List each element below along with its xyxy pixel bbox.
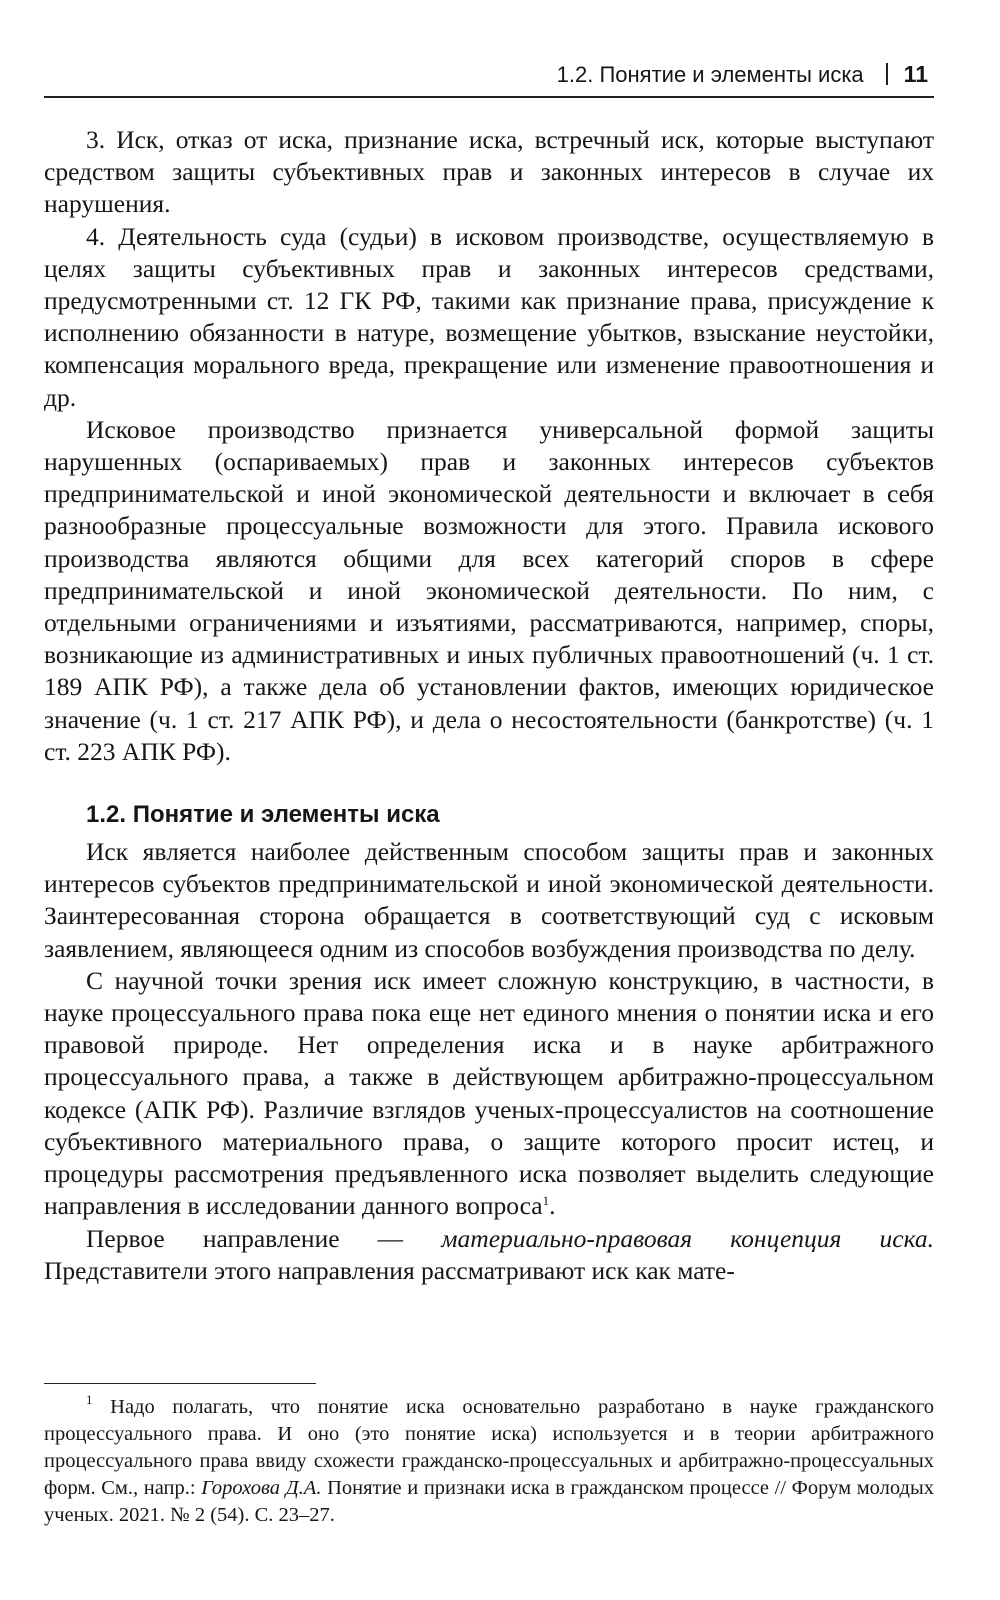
first-direction-rest: Представители этого направления рассматривают иск как мате- (44, 1255, 735, 1285)
paragraph-first-direction (44, 1223, 934, 1287)
footnotes (44, 1394, 934, 1529)
body-text (44, 124, 934, 1287)
running-title: 1.2. Понятие и элементы иска (556, 62, 864, 87)
footnote-author: Горохова Д.А. (201, 1477, 322, 1499)
paragraph-claim-effective: Иск является наиболее действенным способом защиты прав и законных интересов субъектов предпринимательской и иной экономической деятельности. Заинтересованная сторона обращается в соответствующий суд с исковым заявлением, являющееся одним из способов возбуждения производства по делу. (44, 837, 934, 963)
paragraph-scientific-view-text: С научной точки зрения иск имеет сложную конструкцию, в частности, в науке процессуального права пока еще нет единого мнения о понятии иска и его правовой природе. Нет определения иска и в науке арбитражного процессуального права, а также в действующем арбитражно-процессуальном кодексе (АПК РФ). Различие взглядов ученых-процессуалистов на соотношение субъективного материального права, о защите которого просит истец, и процедуры рассмотрения предъявленного иска позволяет выделить следующие направления в исследовании данного вопроса (44, 965, 934, 1221)
section-heading: 1.2. Понятие и элементы иска (86, 801, 440, 829)
paragraph-claim-proceedings: Исковое производство признается универсальной формой защиты нарушенных (оспариваемых) прав и законных интересов субъектов предпринимательской и иной экономической деятельности и включает в себя разнообразные процессуальные возможности для этого. Правила искового производства являются общими для всех категорий споров в сфере предпринимательской и иной экономической деятельности. По ним, с отдельными ограничениями и изъятиями, рассматриваются, например, споры, возникающие из административных и иных публичных правоотношений (ч. 1 ст. 189 АПК РФ), а также дела об установлении фактов, имеющих юридическое значение (ч. 1 ст. 217 АПК РФ), и дела о несостоятельности (банкротстве) (ч. 1 ст. 223 АПК РФ). (44, 414, 934, 766)
paragraph-scientific-view: С научной точки зрения иск имеет сложную конструкцию, в частности, в науке процессуального права пока еще нет единого мнения о понятии иска и его правовой природе. Нет определения иска и в науке арбитражного процессуального права, а также в действующем арбитражно-процессуальном кодексе (АПК РФ). Различие взглядов ученых-процессуалистов на соотношение субъективного материального права, о защите которого просит истец, и процедуры рассмотрения предъявленного иска позволяет выделить следующие направления в исследовании данного вопроса$^1$. (44, 965, 934, 1221)
footnote-divider (44, 1383, 316, 1384)
footnote-text-before: Надо полагать, что понятие иска основательно разработано в науке гражданского процессуального права. И оно (это понятие иска) используется и в теории арбитражного процессуального права ввиду схожести гражданско-процессуальных и арбитражно-процессуальных форм. См., напр.: (44, 1396, 934, 1499)
footnote-marker: 1 (86, 1392, 93, 1407)
footnote-1 (44, 1394, 934, 1529)
first-direction-lead: Первое направление — (86, 1223, 442, 1253)
paragraph-item-3: 3. Иск, отказ от иска, признание иска, встречный иск, которые выступают средством защиты субъективных прав и законных интересов в случае их нарушения. (44, 125, 934, 219)
running-header (44, 56, 934, 98)
footnote-text-after: Понятие и признаки иска в гражданском процессе // Форум молодых ученых. 2021. № 2 (54). С. 23–27. (44, 1477, 934, 1526)
header-separator (886, 63, 888, 85)
footnote-reference: 1 (542, 1193, 550, 1209)
page-number: 11 (903, 61, 928, 87)
first-direction-emphasis: материально-правовая концепция иска. (441, 1223, 934, 1253)
paragraph-item-4: 4. Деятельность суда (судьи) в исковом производстве, осуществляемую в целях защиты субъективных прав и законных интересов средствами, предусмотренными ст. 12 ГК РФ, такими как признание права, присуждение к исполнению обязанности в натуре, возмещение убытков, взыскание неустойки, компенсация морального вреда, прекращение или изменение правоотношения и др. (44, 221, 934, 412)
